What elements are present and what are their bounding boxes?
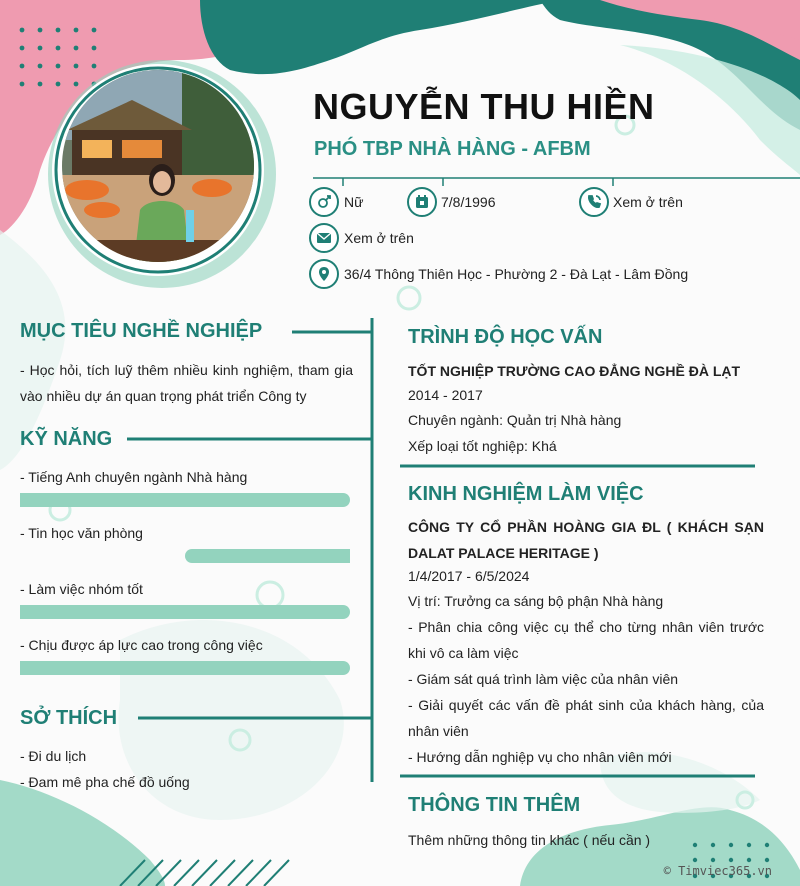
extra-info-text: Thêm những thông tin khác ( nếu cần ) [408, 832, 651, 848]
experience-company: CÔNG TY CỔ PHẦN HOÀNG GIA ĐL ( KHÁCH SẠN DALAT PALACE HERITAGE ) [408, 519, 764, 561]
skill-name: - Tiếng Anh chuyên ngành Nhà hàng [20, 469, 248, 485]
experience-title: KINH NGHIỆM LÀM VIỆC [408, 483, 644, 505]
location-icon [309, 259, 339, 289]
objective-title: MỤC TIÊU NGHỀ NGHIỆP [20, 320, 263, 342]
birthday-text: 7/8/1996 [441, 194, 496, 210]
experience-duty: - Giám sát quá trình làm việc của nhân viên [408, 671, 679, 687]
phone-text: Xem ở trên [613, 194, 683, 210]
skills-title: KỸ NĂNG [20, 428, 113, 450]
skill-name: - Chịu được áp lực cao trong công việc [20, 637, 263, 653]
gender-icon [309, 187, 339, 217]
skill-level-bar [185, 549, 350, 563]
skill-level-bar [20, 661, 350, 675]
education-title: TRÌNH ĐỘ HỌC VẤN [408, 326, 603, 348]
skill-name: - Tin học văn phòng [20, 525, 143, 541]
hobby-item: - Đi du lịch [20, 748, 87, 764]
skill-level-bar [20, 493, 350, 507]
calendar-icon [407, 187, 437, 217]
experience-duty: - Hướng dẫn nghiệp vụ cho nhân viên mới [408, 749, 672, 765]
avatar [62, 70, 254, 262]
address-text: 36/4 Thông Thiên Học - Phường 2 - Đà Lạt - Lâm Đồng [344, 266, 689, 282]
education-grade: Xếp loại tốt nghiệp: Khá [408, 438, 557, 454]
experience-period: 1/4/2017 - 6/5/2024 [408, 568, 530, 584]
skill-name: - Làm việc nhóm tốt [20, 581, 143, 597]
experience-duty: - Giải quyết các vấn đề phát sinh của khách hàng, của nhân viên [408, 697, 764, 739]
email-icon [309, 223, 339, 253]
experience-position: Vị trí: Trưởng ca sáng bộ phận Nhà hàng [408, 593, 664, 609]
extra-info-title: THÔNG TIN THÊM [408, 794, 581, 816]
email-text: Xem ở trên [344, 230, 414, 246]
full-name: NGUYỄN THU HIỀN [313, 86, 655, 127]
phone-icon [579, 187, 609, 217]
hobbies-title: SỞ THÍCH [20, 707, 118, 729]
experience-duty: - Phân chia công việc cụ thể cho từng nhân viên trước khi vô ca làm việc [408, 619, 764, 661]
education-period: 2014 - 2017 [408, 387, 483, 403]
job-title: PHÓ TBP NHÀ HÀNG - AFBM [314, 138, 591, 160]
education-major: Chuyên ngành: Quản trị Nhà hàng [408, 412, 622, 428]
education-school: TỐT NGHIỆP TRƯỜNG CAO ĐẲNG NGHỀ ĐÀ LẠT [408, 363, 741, 379]
objective-text: - Học hỏi, tích luỹ thêm nhiều kinh nghiệm, tham gia vào nhiều dự án quan trọng phát triển Công ty [20, 362, 353, 404]
footer-watermark: © Timviec365.vn [663, 864, 772, 878]
skill-level-bar [20, 605, 350, 619]
hobby-item: - Đam mê pha chế đồ uống [20, 774, 190, 790]
gender-text: Nữ [344, 194, 364, 210]
